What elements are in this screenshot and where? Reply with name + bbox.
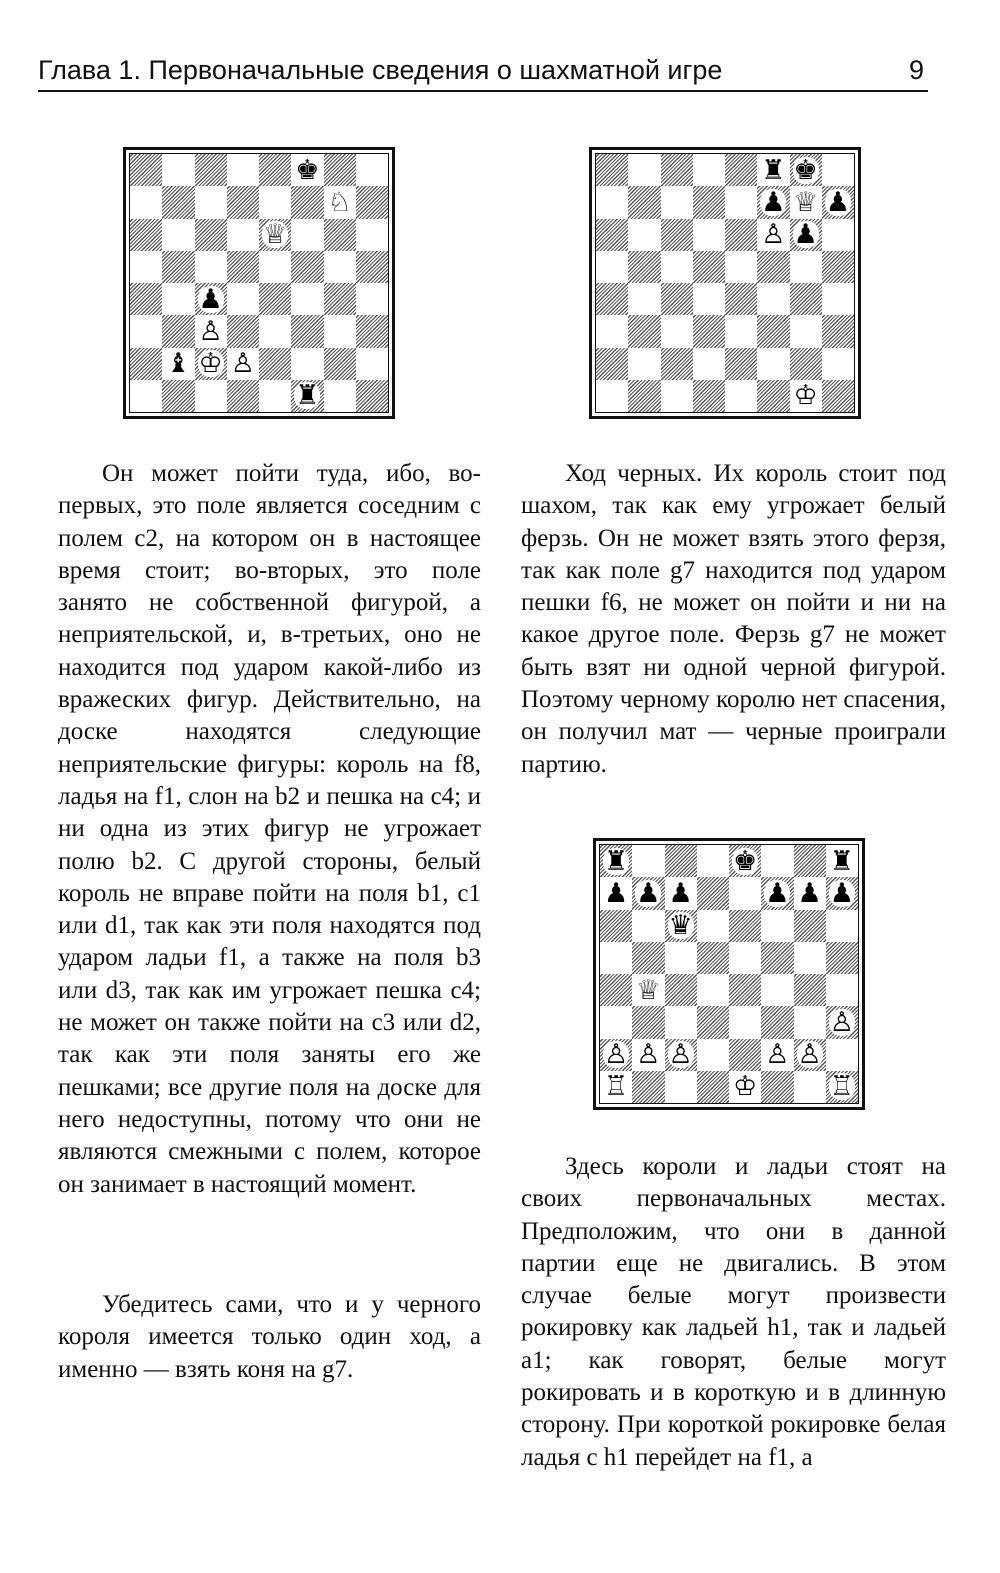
square-b7 [628, 186, 660, 218]
square-e1 [725, 380, 757, 412]
square-h5 [356, 251, 388, 283]
square-g5 [794, 942, 826, 974]
square-h5 [826, 942, 858, 974]
square-c4 [195, 283, 227, 315]
right-paragraph-1: Ход черных. Их король стоит под шахом, так как ему угрожает белый ферзь. Он не может взять этого ферзя, так как поле g7 находится под ударом пешки f6, не может он пойти и ни на какое другое поле. Ферзь g7 не может быть взят ни одной черной фигурой. Поэтому черному королю нет спасения, он получил мат — черные проиграли партию. [521, 460, 946, 778]
square-h8 [356, 154, 388, 186]
square-g1 [324, 380, 356, 412]
black-pawn-icon: ♟ [765, 877, 790, 909]
square-c8 [665, 845, 697, 877]
square-g2 [324, 348, 356, 380]
white-pawn-icon: ♙ [797, 1039, 822, 1071]
square-h2 [356, 348, 388, 380]
chapter-title: Глава 1. Первоначальные сведения о шахматной игре [38, 55, 723, 85]
square-a5 [596, 251, 628, 283]
square-b8 [628, 154, 660, 186]
white-king-icon: ♔ [733, 1071, 758, 1103]
square-f7 [757, 186, 789, 218]
chess-diagram-1 [123, 147, 395, 419]
white-queen-icon: ♕ [636, 974, 661, 1006]
square-d2 [697, 1039, 729, 1071]
white-pawn-icon: ♙ [829, 1006, 854, 1038]
square-a6 [130, 219, 162, 251]
square-a7 [596, 186, 628, 218]
white-king-icon: ♔ [198, 348, 223, 380]
square-e1 [259, 380, 291, 412]
square-d1 [697, 1071, 729, 1103]
square-f8 [291, 154, 323, 186]
square-f4 [291, 283, 323, 315]
white-pawn-icon: ♙ [761, 219, 786, 251]
square-d5 [227, 251, 259, 283]
square-d4 [697, 974, 729, 1006]
square-c2 [665, 1039, 697, 1071]
white-rook-icon: ♖ [604, 1071, 629, 1103]
square-e4 [259, 283, 291, 315]
square-e3 [725, 315, 757, 347]
black-pawn-icon: ♟ [604, 877, 629, 909]
square-b4 [628, 283, 660, 315]
square-d1 [693, 380, 725, 412]
square-e5 [259, 251, 291, 283]
square-f1 [761, 1071, 793, 1103]
square-g6 [324, 219, 356, 251]
black-pawn-icon: ♟ [793, 219, 818, 251]
square-h6 [356, 219, 388, 251]
square-a2 [130, 348, 162, 380]
square-e8 [729, 845, 761, 877]
black-pawn-icon: ♟ [668, 877, 693, 909]
square-d1 [227, 380, 259, 412]
left-paragraph-2: Убедитесь сами, что и у черного короля имеется только один ход, а именно — взять коня на g7. [58, 1291, 481, 1383]
square-f1 [757, 380, 789, 412]
square-g2 [794, 1039, 826, 1071]
chess-diagram-3 [593, 838, 865, 1110]
square-b4 [162, 283, 194, 315]
square-b6 [628, 219, 660, 251]
square-d7 [693, 186, 725, 218]
square-g7 [794, 877, 826, 909]
square-b1 [632, 1071, 664, 1103]
square-g3 [790, 315, 822, 347]
white-knight-icon: ♘ [327, 186, 352, 218]
square-b3 [162, 315, 194, 347]
square-b5 [632, 942, 664, 974]
square-h6 [822, 219, 854, 251]
square-a4 [596, 283, 628, 315]
square-c4 [665, 974, 697, 1006]
square-d2 [227, 348, 259, 380]
square-c6 [661, 219, 693, 251]
square-h3 [822, 315, 854, 347]
square-c5 [665, 942, 697, 974]
square-a6 [600, 910, 632, 942]
white-pawn-icon: ♙ [668, 1039, 693, 1071]
square-h8 [822, 154, 854, 186]
white-pawn-icon: ♙ [636, 1039, 661, 1071]
square-f3 [757, 315, 789, 347]
square-a7 [130, 186, 162, 218]
square-h8 [826, 845, 858, 877]
square-a1 [600, 1071, 632, 1103]
square-c6 [195, 219, 227, 251]
square-b8 [632, 845, 664, 877]
square-f8 [761, 845, 793, 877]
square-c2 [195, 348, 227, 380]
square-c7 [661, 186, 693, 218]
square-b5 [628, 251, 660, 283]
square-e7 [729, 877, 761, 909]
square-f7 [761, 877, 793, 909]
square-c8 [661, 154, 693, 186]
square-b2 [628, 348, 660, 380]
square-e7 [259, 186, 291, 218]
square-c3 [661, 315, 693, 347]
square-d6 [693, 219, 725, 251]
black-pawn-icon: ♟ [829, 877, 854, 909]
square-a3 [130, 315, 162, 347]
square-h5 [822, 251, 854, 283]
square-e6 [259, 219, 291, 251]
square-c1 [665, 1071, 697, 1103]
square-f2 [291, 348, 323, 380]
square-f6 [761, 910, 793, 942]
square-e8 [259, 154, 291, 186]
square-g3 [794, 1006, 826, 1038]
square-b8 [162, 154, 194, 186]
square-a2 [600, 1039, 632, 1071]
square-d6 [697, 910, 729, 942]
square-h7 [826, 877, 858, 909]
black-bishop-icon: ♝ [166, 348, 191, 380]
board-grid [596, 154, 854, 412]
square-e6 [729, 910, 761, 942]
square-g8 [324, 154, 356, 186]
square-d6 [227, 219, 259, 251]
square-f7 [291, 186, 323, 218]
square-e6 [725, 219, 757, 251]
board-grid [130, 154, 388, 412]
square-a8 [600, 845, 632, 877]
square-h3 [356, 315, 388, 347]
square-a1 [130, 380, 162, 412]
square-b7 [632, 877, 664, 909]
square-c7 [195, 186, 227, 218]
square-a5 [130, 251, 162, 283]
black-pawn-icon: ♟ [198, 283, 223, 315]
square-h4 [356, 283, 388, 315]
square-b3 [628, 315, 660, 347]
black-pawn-icon: ♟ [636, 877, 661, 909]
square-h7 [356, 186, 388, 218]
square-g4 [790, 283, 822, 315]
white-rook-icon: ♖ [829, 1071, 854, 1103]
black-rook-icon: ♜ [829, 845, 854, 877]
square-d4 [693, 283, 725, 315]
square-a8 [130, 154, 162, 186]
square-f4 [757, 283, 789, 315]
square-b6 [632, 910, 664, 942]
page-number: 9 [908, 55, 924, 85]
square-g1 [794, 1071, 826, 1103]
square-a1 [596, 380, 628, 412]
square-b1 [162, 380, 194, 412]
square-g1 [790, 380, 822, 412]
square-c5 [195, 251, 227, 283]
left-paragraph-1: Он может пойти туда, ибо, во-первых, это поле является соседним с полем c2, на котором он в настоящее время стоит; во-вторых, это поле занято не собственной фигурой, а неприятельской, и, в-третьих, оно не находится под ударом какой-либо из вражеских фигур. Действительно, на доске находятся следующие неприятельские фигуры: король на f8, ладья на f1, слон на b2 и пешка на c4; и ни одна из этих фигур не угрожает полю b2. С другой стороны, белый король не вправе пойти на поля b1, c1 или d1, так как эти поля находятся под ударом ладьи f1, а также на поля b3 или d3, так как им угрожает пешка c4; не может он также пойти на c3 или d2, так как эти поля заняты его же пешками; все другие поля на доске для него недоступны, потому что они не являются смежными с полем, которое он занимает в настоящий момент. [58, 460, 481, 1198]
square-c8 [195, 154, 227, 186]
black-king-icon: ♚ [793, 154, 818, 186]
square-e2 [259, 348, 291, 380]
square-f5 [291, 251, 323, 283]
square-h6 [826, 910, 858, 942]
square-d8 [693, 154, 725, 186]
square-h7 [822, 186, 854, 218]
black-rook-icon: ♜ [604, 845, 629, 877]
square-d2 [693, 348, 725, 380]
square-e8 [725, 154, 757, 186]
square-g8 [794, 845, 826, 877]
square-b3 [632, 1006, 664, 1038]
square-f1 [291, 380, 323, 412]
square-f2 [757, 348, 789, 380]
square-g4 [324, 283, 356, 315]
black-pawn-icon: ♟ [797, 877, 822, 909]
square-g5 [324, 251, 356, 283]
square-c5 [661, 251, 693, 283]
black-queen-icon: ♛ [668, 910, 693, 942]
black-king-icon: ♚ [295, 154, 320, 186]
square-c3 [195, 315, 227, 347]
white-pawn-icon: ♙ [604, 1039, 629, 1071]
square-d4 [227, 283, 259, 315]
square-e3 [259, 315, 291, 347]
square-d3 [697, 1006, 729, 1038]
square-g6 [790, 219, 822, 251]
square-c1 [661, 380, 693, 412]
square-f4 [761, 974, 793, 1006]
square-e2 [725, 348, 757, 380]
square-g6 [794, 910, 826, 942]
square-b2 [632, 1039, 664, 1071]
square-b6 [162, 219, 194, 251]
square-g4 [794, 974, 826, 1006]
square-f3 [291, 315, 323, 347]
white-queen-icon: ♕ [793, 186, 818, 218]
square-a4 [130, 283, 162, 315]
square-e3 [729, 1006, 761, 1038]
square-c2 [661, 348, 693, 380]
square-h1 [356, 380, 388, 412]
board-grid [600, 845, 858, 1103]
square-h4 [822, 283, 854, 315]
square-g2 [790, 348, 822, 380]
square-a2 [596, 348, 628, 380]
square-c7 [665, 877, 697, 909]
white-king-icon: ♔ [793, 380, 818, 412]
square-a5 [600, 942, 632, 974]
square-e7 [725, 186, 757, 218]
square-d5 [693, 251, 725, 283]
square-f5 [761, 942, 793, 974]
square-e5 [725, 251, 757, 283]
square-g7 [790, 186, 822, 218]
square-g3 [324, 315, 356, 347]
right-paragraph-2: Здесь короли и ладьи стоят на своих первоначальных местах. Предположим, что они в данной партии еще не двигались. В этом случае белые могут произвести рокировку как ладьей h1, так и ладьей a1; как говорят, белые могут рокировать и в короткую и в длинную сторону. При короткой рокировке белая ладья с h1 перейдет на f1, а [521, 1153, 946, 1471]
white-pawn-icon: ♙ [198, 315, 223, 347]
square-f3 [761, 1006, 793, 1038]
square-b2 [162, 348, 194, 380]
square-c3 [665, 1006, 697, 1038]
square-d7 [227, 186, 259, 218]
square-a3 [600, 1006, 632, 1038]
black-rook-icon: ♜ [761, 154, 786, 186]
square-a8 [596, 154, 628, 186]
square-d5 [697, 942, 729, 974]
square-f6 [291, 219, 323, 251]
chess-diagram-2 [589, 147, 861, 419]
square-b1 [628, 380, 660, 412]
black-pawn-icon: ♟ [825, 186, 850, 218]
square-e2 [729, 1039, 761, 1071]
square-c1 [195, 380, 227, 412]
square-h2 [822, 348, 854, 380]
square-d8 [697, 845, 729, 877]
white-pawn-icon: ♙ [765, 1039, 790, 1071]
square-g5 [790, 251, 822, 283]
square-h2 [826, 1039, 858, 1071]
square-g7 [324, 186, 356, 218]
square-h1 [822, 380, 854, 412]
square-d7 [697, 877, 729, 909]
running-header [38, 50, 928, 92]
black-king-icon: ♚ [733, 845, 758, 877]
square-e5 [729, 942, 761, 974]
square-c4 [661, 283, 693, 315]
square-d3 [693, 315, 725, 347]
black-pawn-icon: ♟ [761, 186, 786, 218]
square-d3 [227, 315, 259, 347]
square-a3 [596, 315, 628, 347]
square-a4 [600, 974, 632, 1006]
square-h3 [826, 1006, 858, 1038]
square-a7 [600, 877, 632, 909]
square-b7 [162, 186, 194, 218]
white-pawn-icon: ♙ [230, 348, 255, 380]
square-e4 [729, 974, 761, 1006]
square-f8 [757, 154, 789, 186]
square-h4 [826, 974, 858, 1006]
square-h1 [826, 1071, 858, 1103]
square-g8 [790, 154, 822, 186]
black-rook-icon: ♜ [295, 380, 320, 412]
square-f2 [761, 1039, 793, 1071]
square-f6 [757, 219, 789, 251]
square-e4 [725, 283, 757, 315]
square-d8 [227, 154, 259, 186]
square-a6 [596, 219, 628, 251]
square-e1 [729, 1071, 761, 1103]
square-b5 [162, 251, 194, 283]
white-queen-icon: ♕ [263, 219, 288, 251]
square-f5 [757, 251, 789, 283]
square-c6 [665, 910, 697, 942]
square-b4 [632, 974, 664, 1006]
